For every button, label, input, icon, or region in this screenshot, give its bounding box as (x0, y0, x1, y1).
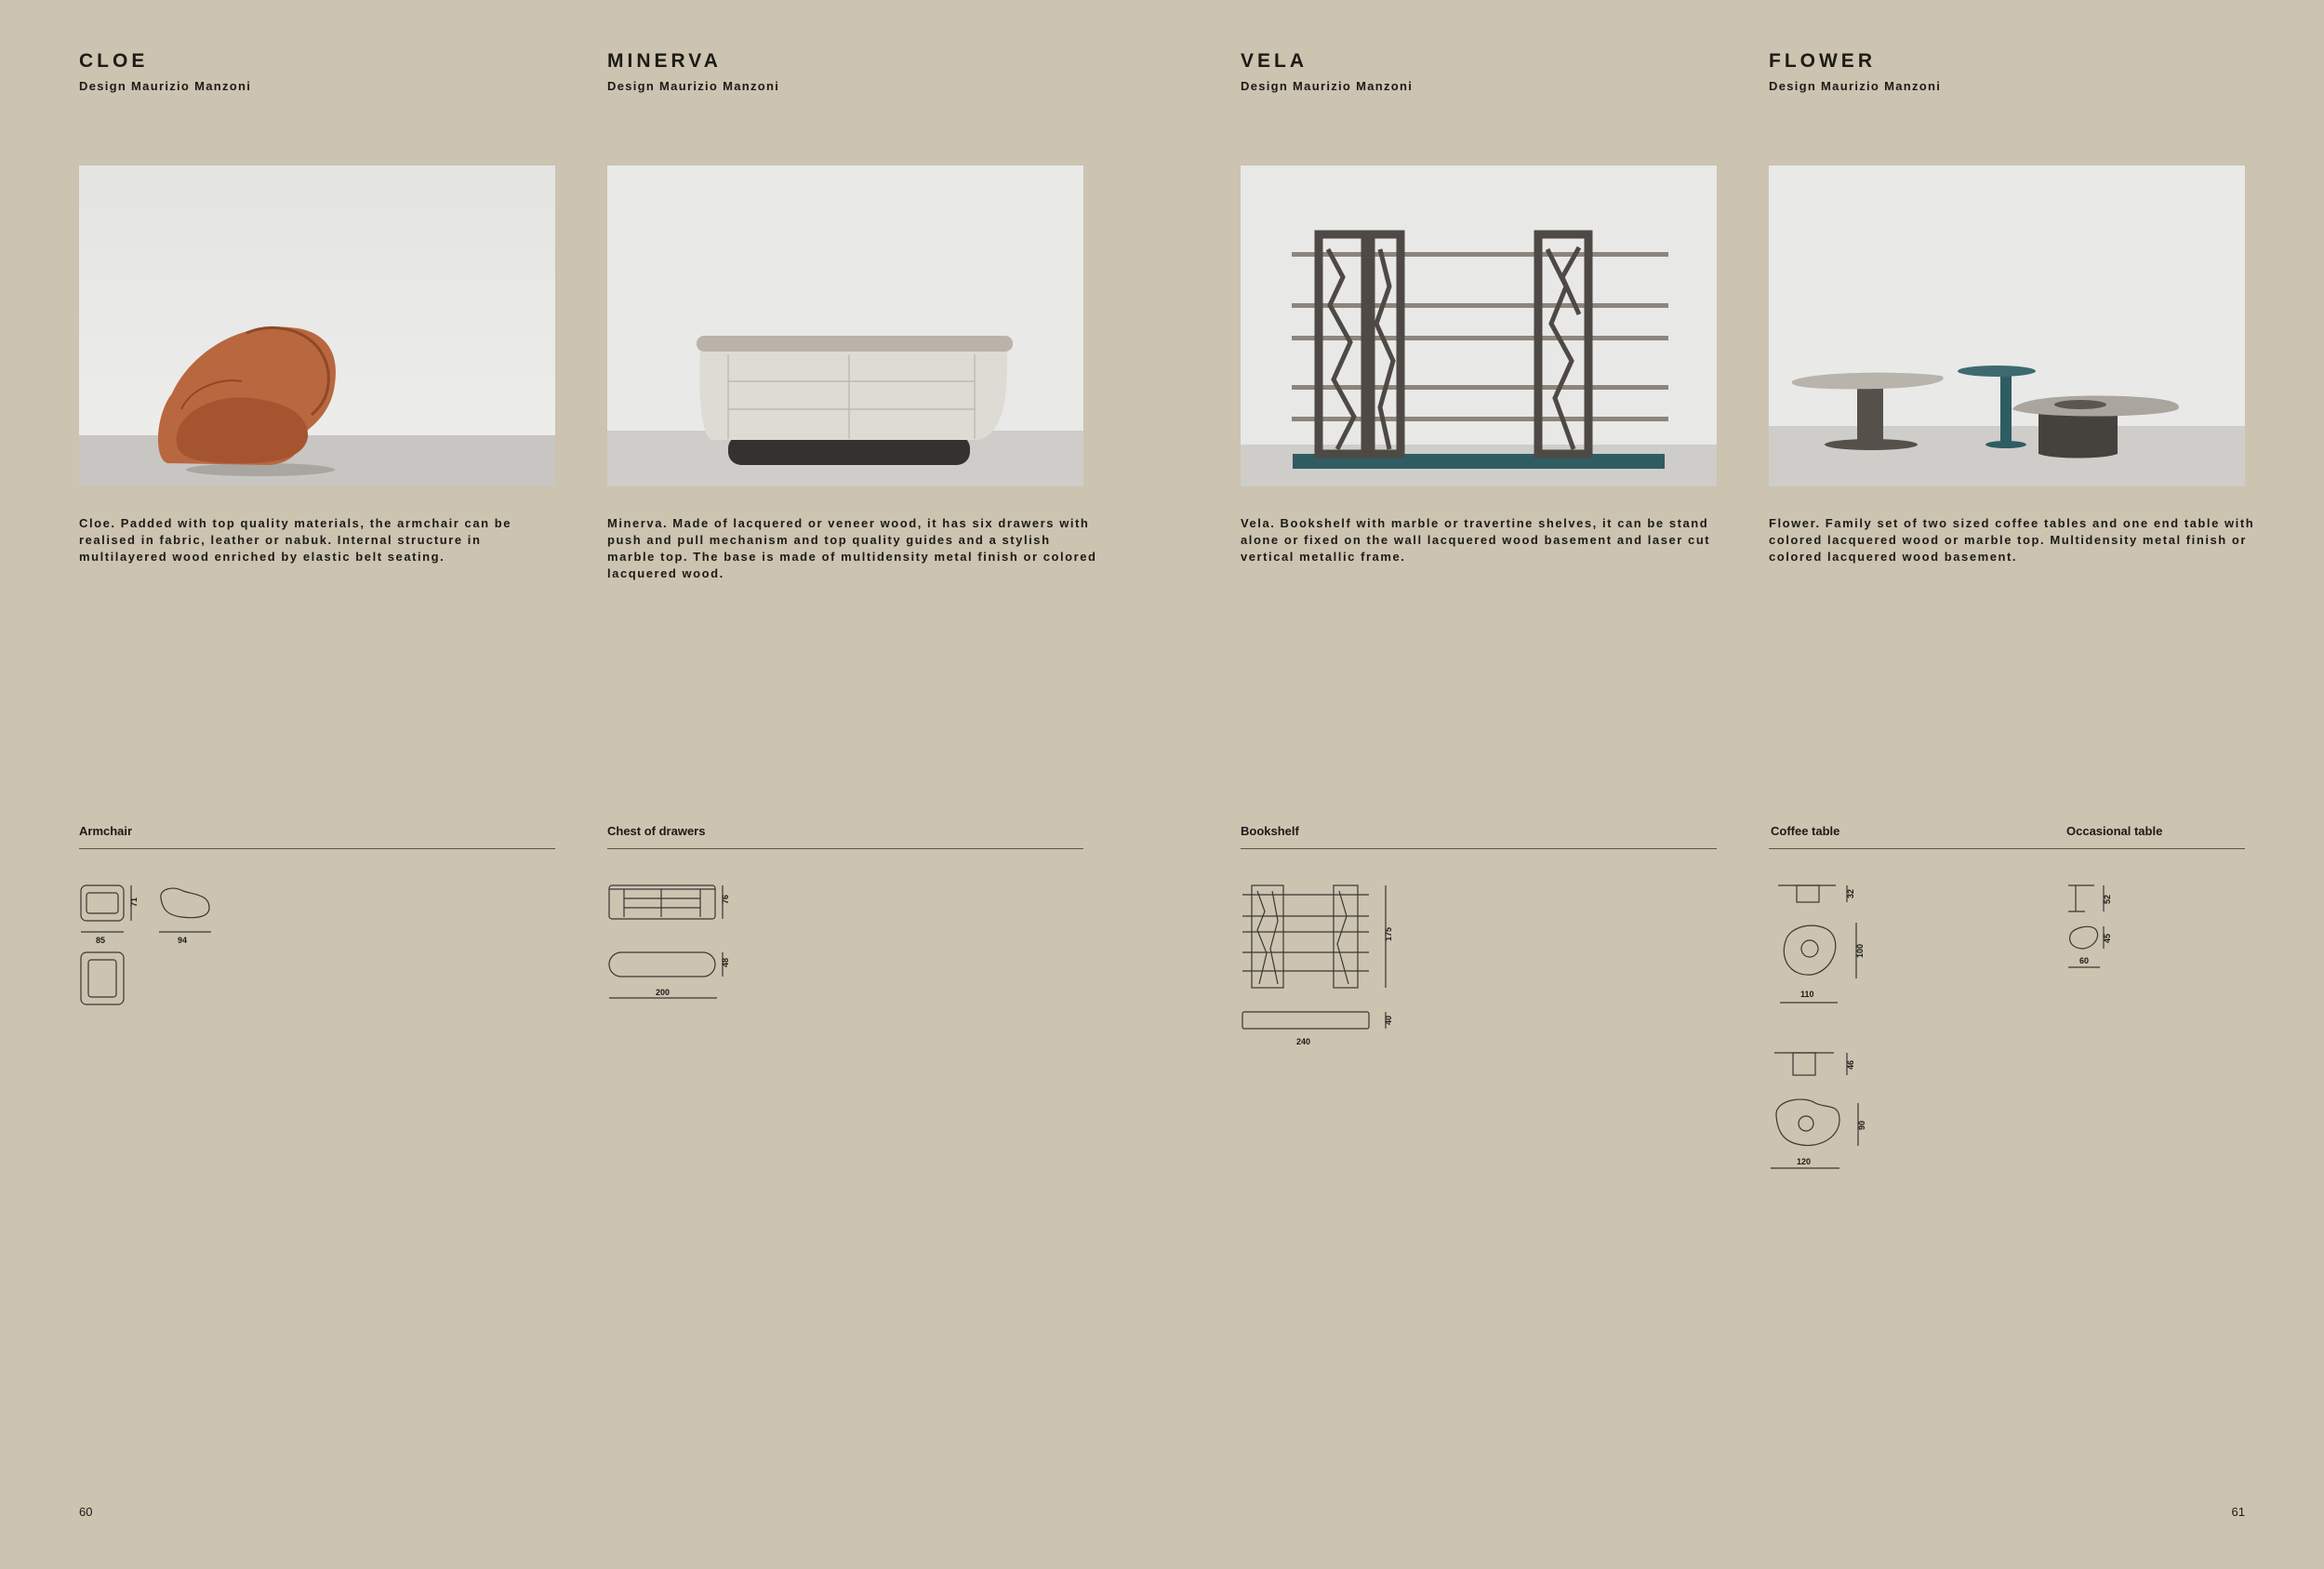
product-designer: Design Maurizio Manzoni (1241, 79, 1414, 93)
dim-width-large: 110 (1800, 990, 1814, 999)
product-description: Minerva. Made of lacquered or veneer wood, it has six drawers with push and pull mechanism and top quality guides and a stylish marble top. The base is made of multidensity metal finish or colored lacquered wood. (607, 516, 1097, 580)
dim-height: 76 (721, 894, 730, 904)
dim-height-small: 46 (1846, 1059, 1855, 1070)
divider (1769, 848, 2245, 849)
dim-depth: 40 (1384, 1015, 1393, 1025)
product-photo-minerva-chest (607, 166, 1083, 486)
dim-height: 52 (2103, 894, 2112, 904)
armchair-technical-drawing (79, 874, 228, 1014)
product-designer: Design Maurizio Manzoni (607, 79, 780, 93)
category-label: Armchair (79, 824, 133, 838)
product-photo-vela-bookshelf (1241, 166, 1717, 486)
dim-width-small: 120 (1797, 1157, 1812, 1166)
product-description: Vela. Bookshelf with marble or travertine shelves, it can be stand alone or fixed on the wall lacquered wood basement and laser cut vertical metallic frame. (1241, 516, 1711, 564)
category-label: Bookshelf (1241, 824, 1299, 838)
divider (607, 848, 1083, 849)
product-title: MINERVA (607, 50, 722, 72)
product-photo-cloe-armchair (79, 166, 555, 486)
dim-depth-large: 100 (1855, 943, 1865, 958)
dim-depth-small: 90 (1857, 1120, 1866, 1130)
dim-width: 60 (2079, 956, 2090, 965)
product-title: VELA (1241, 50, 1308, 72)
page-number-left: 60 (79, 1505, 93, 1519)
dim-width: 85 (96, 936, 106, 945)
page-number-right: 61 (2231, 1505, 2245, 1519)
chest-technical-drawing (607, 874, 756, 1004)
product-description: Cloe. Padded with top quality materials, the armchair can be realised in fabric, leather or nabuk. Internal structure in multilayered wood enriched by elastic belt seating. (79, 516, 512, 564)
product-photo-flower-tables (1769, 166, 2245, 486)
category-label: Chest of drawers (607, 824, 706, 838)
dim-depth: 48 (721, 957, 730, 967)
category-label: Coffee table (1771, 824, 1840, 838)
dim-depth: 94 (178, 936, 188, 945)
divider (1241, 848, 1717, 849)
dim-height: 71 (129, 897, 139, 907)
dim-height: 175 (1384, 926, 1393, 941)
coffee-table-technical-drawing (1769, 874, 1899, 1172)
product-designer: Design Maurizio Manzoni (79, 79, 252, 93)
dim-depth: 45 (2103, 933, 2112, 943)
dim-width: 240 (1296, 1037, 1311, 1046)
product-description: Flower. Family set of two sized coffee tables and one end table with colored lacquered wood or marble top. Multidensity metal finish or colored lacquered wood basement. (1769, 516, 2255, 564)
product-title: FLOWER (1769, 50, 1876, 72)
bookshelf-technical-drawing (1241, 874, 1399, 1051)
product-title: CLOE (79, 50, 149, 72)
occasional-table-technical-drawing (2066, 874, 2141, 977)
dim-height-large: 32 (1846, 888, 1855, 898)
product-designer: Design Maurizio Manzoni (1769, 79, 1942, 93)
category-label-secondary: Occasional table (2066, 824, 2163, 838)
divider (79, 848, 555, 849)
dim-width: 200 (656, 988, 671, 997)
